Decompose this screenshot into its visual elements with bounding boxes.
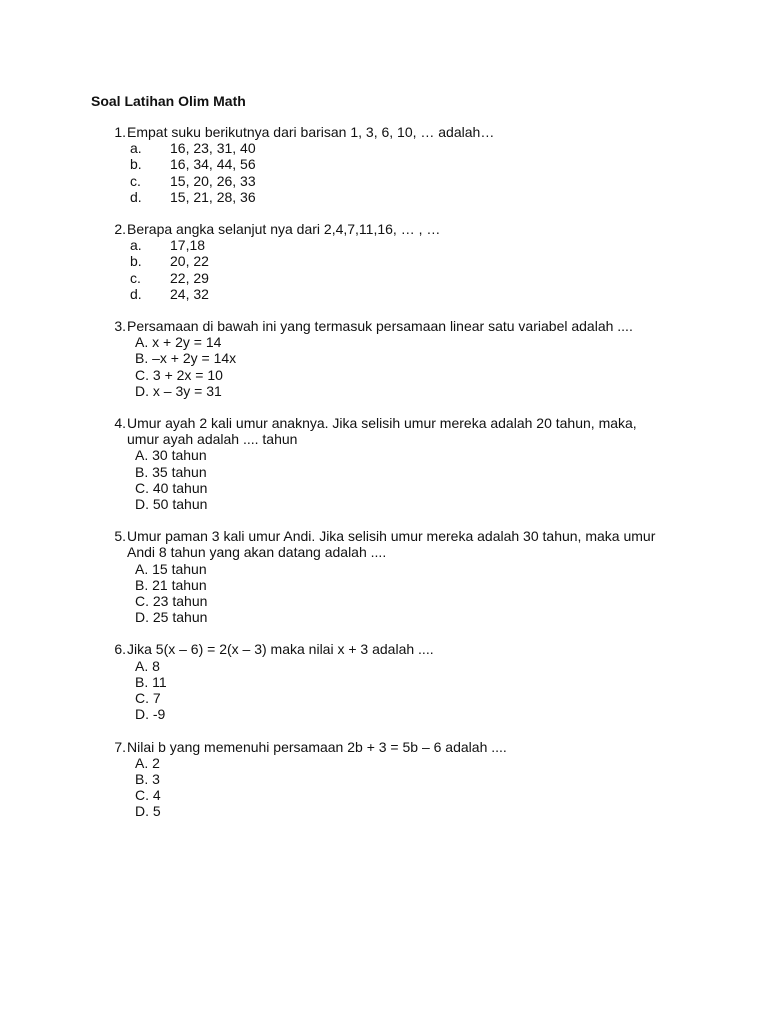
option-a: A. x + 2y = 14 [135,334,222,351]
question-text: Empat suku berikutnya dari barisan 1, 3, 6, 10, … adalah… [127,124,495,140]
option-d: D. -9 [135,706,166,723]
option-list [0,237,768,302]
option-c [0,173,768,189]
option-b [0,156,768,172]
option-c: C. 4 [135,787,161,804]
option-a [0,237,768,253]
option-c: C. 40 tahun [135,479,208,496]
option-text: 16, 34, 44, 56 [170,156,256,173]
option-b: B. 3 [135,770,160,787]
option-a: A. 30 tahun [135,447,207,464]
option-d [0,286,768,302]
option-text: 20, 22 [170,253,209,270]
option-text: 15, 21, 28, 36 [170,188,256,205]
option-c [0,270,768,286]
option-list [0,755,768,820]
question-1 [0,124,768,205]
option-list [0,658,768,723]
question-text: Berapa angka selanjut nya dari 2,4,7,11,16, … , … [127,221,441,238]
question-text: Umur ayah 2 kali umur anaknya. Jika selisih umur mereka adalah 20 tahun, maka, umur ayah adalah .... tahun [127,415,637,448]
option-letter: c. [130,269,141,286]
question-number: 2. [114,221,126,238]
question-2 [0,221,768,302]
document-title: Soal Latihan Olim Math [91,93,246,109]
option-c: C. 7 [135,690,161,707]
option-text: 22, 29 [170,269,209,286]
option-b: B. 21 tahun [135,576,207,593]
option-a: A. 2 [135,754,160,771]
question-number: 4. [114,415,126,432]
option-letter: c. [130,172,141,189]
option-b: B. 35 tahun [135,463,207,480]
question-4 [0,415,768,512]
option-b: B. 11 [135,673,167,690]
option-b [0,253,768,269]
question-number: 6. [114,641,126,658]
option-list [0,334,768,399]
option-text: 16, 23, 31, 40 [170,140,256,157]
option-d: D. 5 [135,803,161,820]
question-number: 1. [114,124,126,140]
option-a [0,140,768,156]
option-letter: b. [130,253,142,270]
question-5 [0,528,768,625]
question-7 [0,739,768,820]
option-list [0,140,768,205]
option-letter: d. [130,188,142,205]
option-d: D. 50 tahun [135,496,208,513]
question-6 [0,641,768,722]
option-d: D. x – 3y = 31 [135,382,222,399]
option-c: C. 3 + 2x = 10 [135,366,223,383]
option-d [0,189,768,205]
question-number: 7. [114,738,126,755]
option-letter: d. [130,285,142,302]
option-letter: a. [130,237,142,254]
question-text: Nilai b yang memenuhi persamaan 2b + 3 = 5b – 6 adalah .... [127,738,507,755]
option-list [0,447,768,512]
option-a: A. 15 tahun [135,560,207,577]
option-a: A. 8 [135,657,160,674]
question-3 [0,318,768,399]
option-text: 17,18 [170,237,206,254]
option-text: 24, 32 [170,285,209,302]
option-list [0,561,768,626]
question-number: 3. [114,318,126,335]
question-text: Jika 5(x – 6) = 2(x – 3) maka nilai x + 3 adalah .... [127,641,434,658]
question-text: Persamaan di bawah ini yang termasuk persamaan linear satu variabel adalah .... [127,318,633,335]
option-b: B. –x + 2y = 14x [135,350,237,367]
option-c: C. 23 tahun [135,593,208,610]
option-text: 15, 20, 26, 33 [170,172,256,189]
question-number: 5. [114,528,126,545]
option-d: D. 25 tahun [135,609,208,626]
question-list [0,124,768,836]
question-text: Umur paman 3 kali umur Andi. Jika selisih umur mereka adalah 30 tahun, maka umur Andi 8 tahun yang akan datang adalah .... [127,528,656,561]
option-letter: a. [130,140,142,157]
option-letter: b. [130,156,142,173]
